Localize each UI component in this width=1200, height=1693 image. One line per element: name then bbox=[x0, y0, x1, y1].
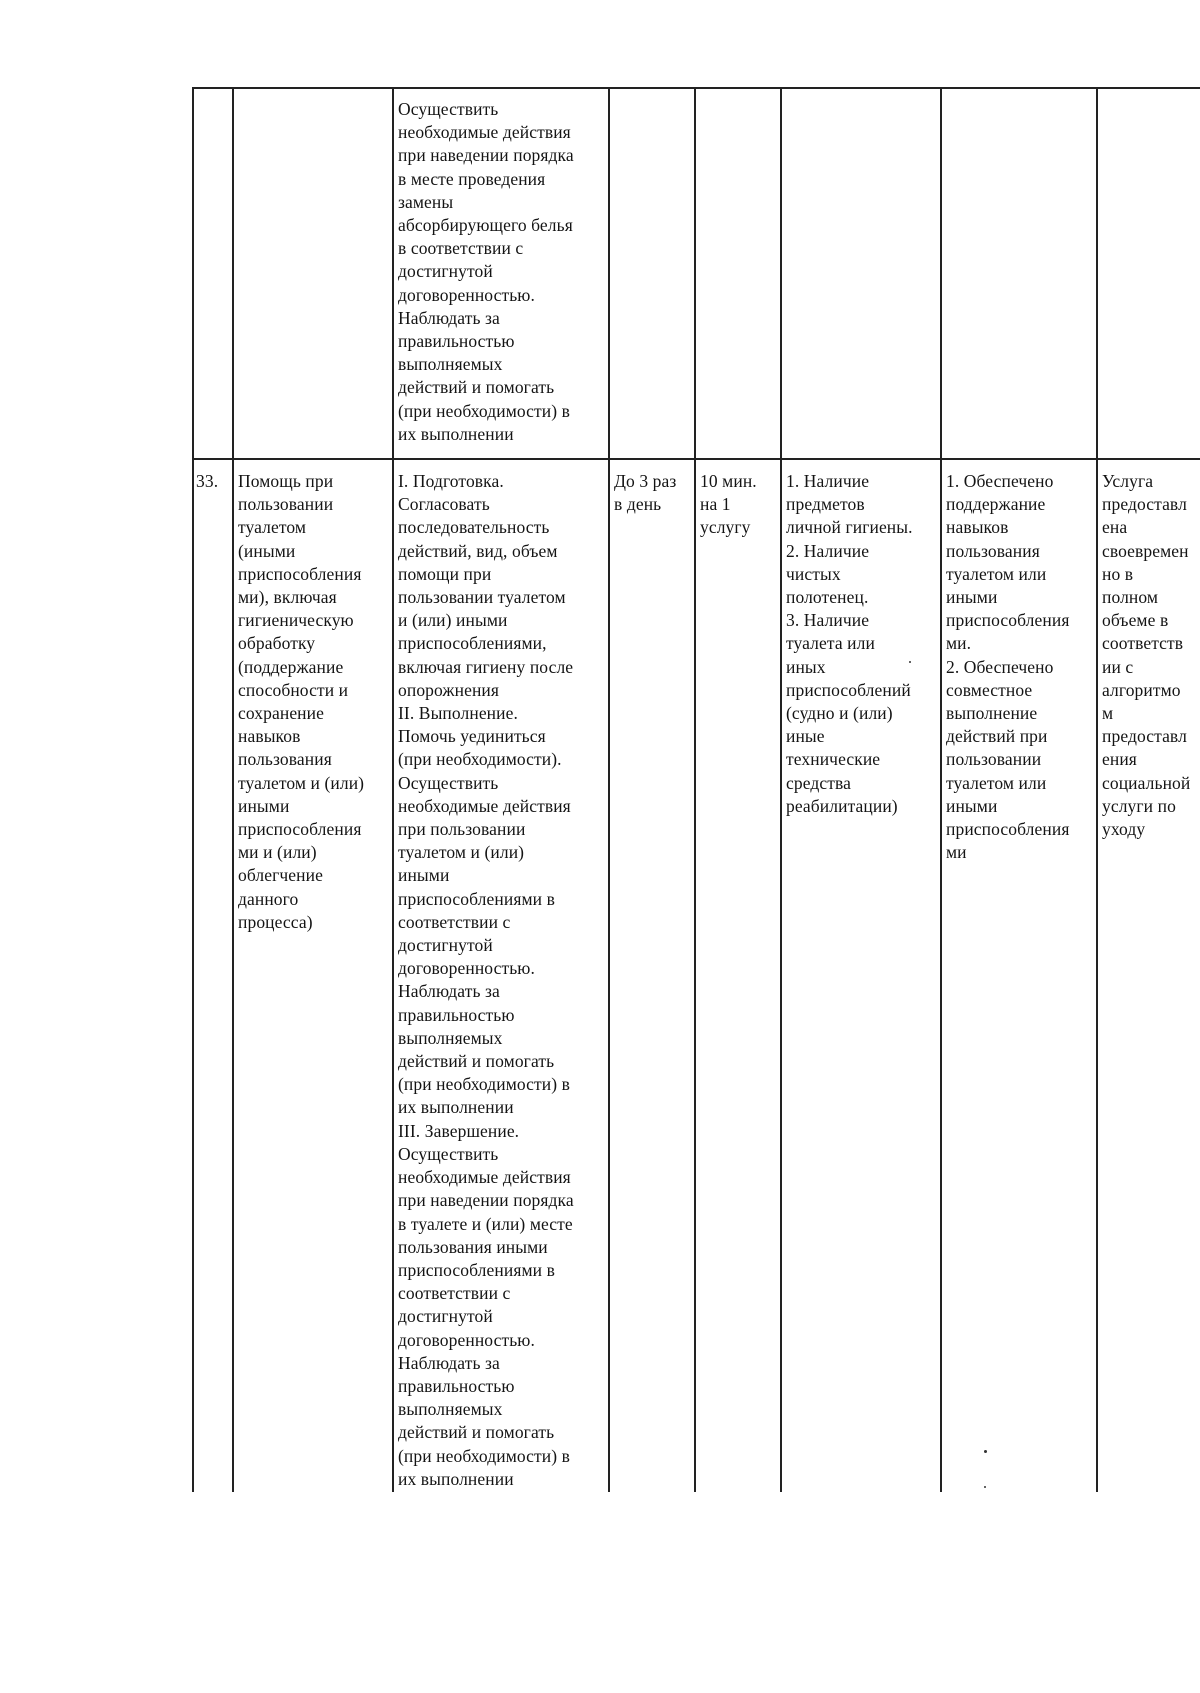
quality-indicators-cell: 1. Обеспечено поддержание навыков пользования туалетом или иными приспособления ми. 2. Обеспечено совместное выполнение действий при пользовании туалетом или иными приспособления ми bbox=[946, 471, 1070, 863]
scan-speck bbox=[984, 1486, 986, 1488]
conditions-cell: 1. Наличие предметов личной гигиены. 2. Наличие чистых полотенец. 3. Наличие туалета или иных приспособлений (судно и (или) иные технические средства реабилитации) bbox=[786, 471, 913, 816]
column-border bbox=[232, 87, 234, 1492]
column-border bbox=[192, 87, 194, 1492]
duration-cell: 10 мин. на 1 услугу bbox=[700, 471, 757, 538]
column-border bbox=[940, 87, 942, 1492]
continued-procedure-cell: Осуществить необходимые действия при наведении порядка в месте проведения замены абсорбирующего белья в соответствии с достигнутой договоренностью. Наблюдать за правильностью выполняемых действий и помогать (при необходимости) в их выполнении bbox=[398, 99, 574, 444]
scan-speck bbox=[984, 1450, 987, 1453]
column-border bbox=[392, 87, 394, 1492]
row-divider bbox=[192, 458, 1200, 460]
scan-speck bbox=[909, 661, 911, 663]
table-top-border bbox=[192, 87, 1200, 89]
column-border bbox=[780, 87, 782, 1492]
result-assessment-cell: Услуга предоставл ена своевремен но в полном объеме в соответств ии с алгоритмо м предоставл ения социальной услуги по уходу bbox=[1102, 471, 1191, 840]
column-border bbox=[608, 87, 610, 1492]
column-border bbox=[694, 87, 696, 1492]
service-name-cell: Помощь при пользовании туалетом (иными приспособления ми), включая гигиеническую обработку (поддержание способности и сохранение навыков пользования туалетом и (или) иными приспособления ми и (или) облегчение данного процесса) bbox=[238, 471, 365, 932]
row-number: 33. bbox=[196, 471, 219, 491]
column-border bbox=[1096, 87, 1098, 1492]
frequency-cell: До 3 раз в день bbox=[614, 471, 677, 515]
procedure-cell: I. Подготовка. Согласовать последовательность действий, вид, объем помощи при пользовании туалетом и (или) иными приспособлениями, включая гигиену после опорожнения II. Выполнение. Помочь уединиться (при необходимости). Осуществить необходимые действия при пользовании туалетом и (или) иными приспособлениями в соответствии с достигнутой договоренностью. Наблюдать за правильностью выполняемых действий и помогать (при необходимости) в их выполнении III. Завершение. Осуществить необходимые действия при наведении порядка в туалете и (или) месте пользования иными приспособлениями в соответствии с достигнутой договоренностью. Наблюдать за правильностью выполняемых действий и помогать (при необходимости) в их выполнении bbox=[398, 471, 574, 1489]
